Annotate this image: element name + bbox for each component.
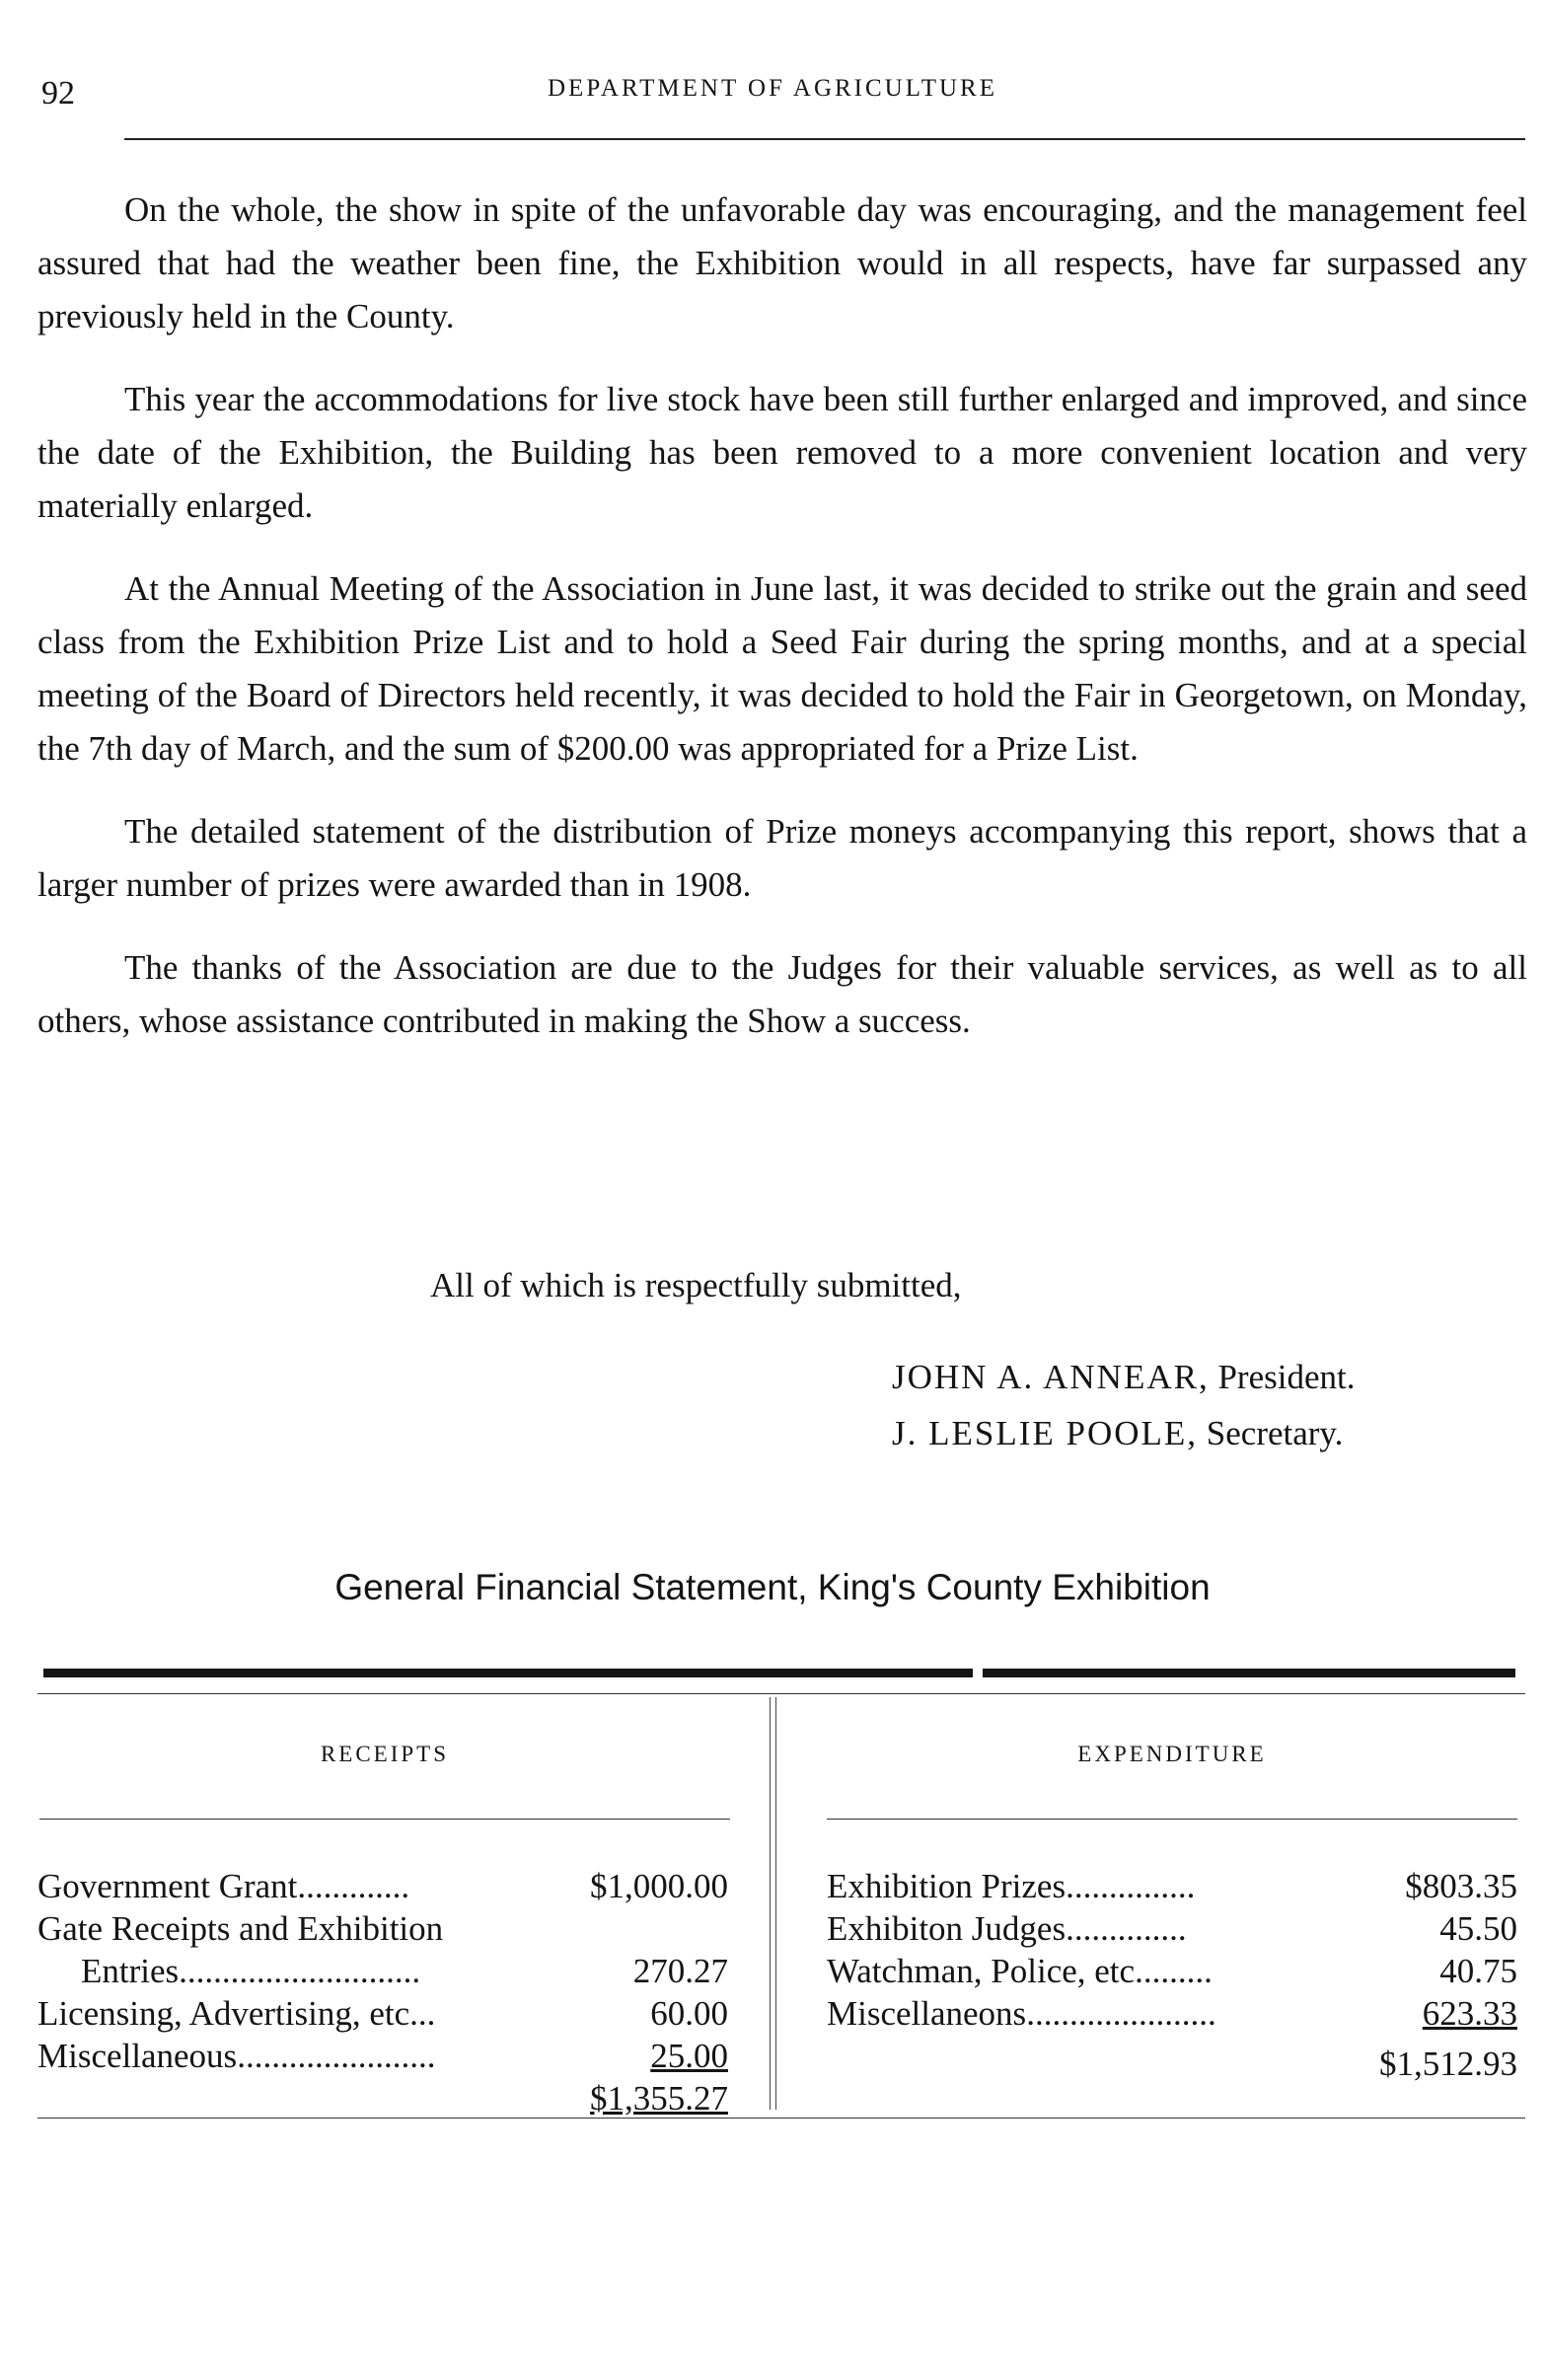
receipts-total-row	[37, 2077, 728, 2120]
table-top-rule	[43, 1669, 973, 1677]
expenditure-amount: 40.75	[1439, 1952, 1517, 1990]
receipt-amount: $1,000.00	[590, 1867, 728, 1905]
signatory-name: J. LESLIE POOLE,	[892, 1414, 1199, 1452]
receipt-label: Government Grant.............	[37, 1867, 410, 1905]
signatory-name: JOHN A. ANNEAR,	[892, 1358, 1210, 1396]
expenditure-heading-rule	[827, 1819, 1517, 1820]
receipt-label: Gate Receipts and Exhibition	[37, 1909, 444, 1948]
paragraph-2: This year the accommodations for live stock have been still further enlarged and improved, and since the date of the Exhibition, the Building has been removed to a more convenient location and very materially enlarged.	[37, 380, 1527, 525]
expenditure-label: Miscellaneons......................	[827, 1994, 1216, 2033]
paragraph-5: The thanks of the Association are due to the Judges for their valuable services, as well as to all others, whose assistance contributed in making the Show a success.	[37, 948, 1527, 1040]
column-divider	[770, 1697, 771, 2110]
receipt-amount: 25.00	[650, 2037, 728, 2075]
closing-line: All of which is respectfully submitted,	[430, 1266, 962, 1304]
receipt-label: Entries............................	[81, 1952, 421, 1990]
running-title: DEPARTMENT OF AGRICULTURE	[548, 75, 997, 102]
receipt-label: Miscellaneous.......................	[37, 2037, 436, 2075]
signature-president	[892, 1358, 1355, 1397]
expenditure-column	[827, 1865, 1517, 2096]
receipt-amount: 60.00	[650, 1994, 728, 2033]
receipt-row	[37, 1907, 728, 1950]
signature-secretary	[892, 1414, 1343, 1453]
table-top-thin-rule	[37, 1693, 1525, 1694]
expenditure-amount: 623.33	[1422, 1994, 1517, 2033]
expenditure-label: Exhibiton Judges..............	[827, 1909, 1187, 1948]
expenditure-row	[827, 1992, 1517, 2035]
table-top-rule	[983, 1669, 1515, 1677]
expenditure-total: $1,512.93	[1379, 2045, 1517, 2083]
report-body	[37, 184, 1527, 1078]
expenditure-label: Exhibition Prizes...............	[827, 1867, 1196, 1905]
page-number: 92	[41, 75, 75, 112]
signatory-title: President.	[1217, 1358, 1356, 1396]
statement-title: General Financial Statement, King's County Exhibition	[334, 1567, 1211, 1607]
receipt-row	[37, 1950, 728, 1992]
receipt-row	[37, 1992, 728, 2035]
expenditure-total-row	[827, 2035, 1517, 2096]
receipts-column	[37, 1865, 728, 2120]
receipt-row	[37, 2035, 728, 2077]
expenditure-heading: EXPENDITURE	[1077, 1742, 1267, 1766]
paragraph-4: The detailed statement of the distribution of Prize moneys accompanying this report, shows that a larger number of prizes were awarded than in 1908.	[37, 812, 1527, 904]
signatory-title: Secretary.	[1206, 1414, 1344, 1452]
receipts-heading-rule	[39, 1819, 730, 1820]
expenditure-amount: $803.35	[1405, 1867, 1517, 1905]
expenditure-row	[827, 1865, 1517, 1907]
paragraph-3: At the Annual Meeting of the Association in June last, it was decided to strike out the grain and seed class from the Exhibition Prize List and to hold a Seed Fair during the spring months, and at a special meeting of the Board of Directors held recently, it was decided to hold the Fair in Georgetown, on Monday, the 7th day of March, and the sum of $200.00 was appropriated for a Prize List.	[37, 569, 1527, 768]
receipts-heading: RECEIPTS	[320, 1742, 450, 1766]
receipt-row	[37, 1865, 728, 1907]
table-bottom-rule	[37, 2118, 1525, 2119]
receipt-amount: 270.27	[632, 1952, 728, 1990]
header-rule	[124, 138, 1525, 140]
expenditure-row	[827, 1907, 1517, 1950]
expenditure-label: Watchman, Police, etc.........	[827, 1952, 1213, 1990]
column-divider	[775, 1697, 776, 2110]
expenditure-row	[827, 1950, 1517, 1992]
receipt-label: Licensing, Advertising, etc...	[37, 1994, 436, 2033]
receipts-total: $1,355.27	[590, 2079, 728, 2118]
paragraph-1: On the whole, the show in spite of the unfavorable day was encouraging, and the management feel assured that had the weather been fine, the Exhibition would in all respects, have far surpassed any previously held in the County.	[37, 190, 1527, 335]
expenditure-amount: 45.50	[1439, 1909, 1517, 1948]
